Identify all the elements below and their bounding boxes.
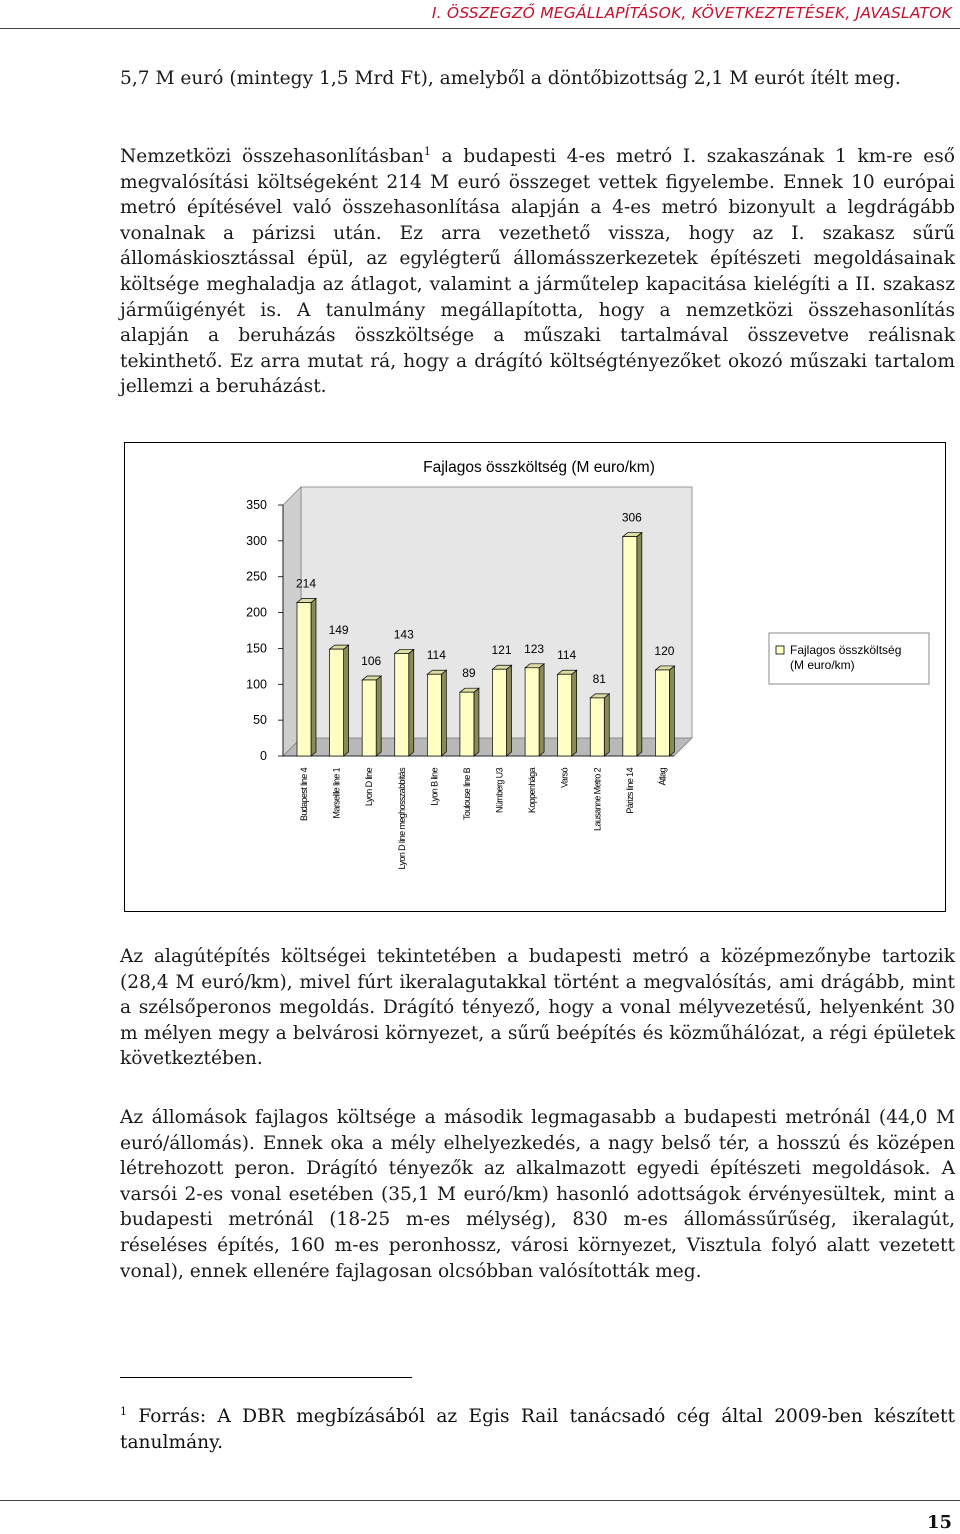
data-label: 143 — [393, 627, 414, 642]
bar-side — [344, 645, 349, 756]
chart-svg — [125, 443, 947, 913]
data-label: 106 — [361, 653, 382, 668]
bar-side — [637, 533, 642, 756]
page-header — [0, 0, 960, 30]
header-rule — [0, 28, 960, 29]
x-category-label: Toulouse line B — [461, 768, 472, 821]
x-category-label: Lyon D line — [364, 768, 375, 807]
bar-side — [474, 688, 479, 756]
footnote-text: Forrás: A DBR megbízásából az Egis Rail tanácsadó cég által 2009-ben készített tanulmány. — [120, 1406, 955, 1453]
bar-side — [311, 599, 316, 756]
page-number: 15 — [926, 1512, 952, 1533]
paragraph-2-after: a budapesti 4-es metró I. szakaszának 1 km-re eső megvalósítási költségeként 214 M euró összeget vettek figyelembe. Ennek 10 európai metró építésével való összehasonlítása alapján a 4-es metró bizonyult a legdrágább vonalnak a párizsi után. Ez arra vezethető vissza, hogy az I. szakasz sűrű állomáskiosztással épül, az egylégterű állomásszerkezetek építészeti megoldásainak költsége meghaladja az átlagot, valamint a járműtelep kapacitása kielégíti a II. szakasz járműigényét is. A tanulmány megállapította, hogy a nemzetközi összehasonlítás alapján a beruházás összköltsége a műszaki tartalmával összevetve reálisnak tekinthető. Ez arra mutat rá, hogy a drágító költségtényezőket okozó műszaki tartalom jellemzi a beruházást. — [120, 146, 955, 398]
x-category-label: Lyon D line meghosszabbítás — [396, 768, 407, 870]
legend-swatch — [776, 646, 784, 654]
bar — [460, 692, 474, 756]
legend-label-line-2: (M euro/km) — [790, 658, 855, 672]
paragraph-4-text: Az állomások fajlagos költsége a második legmagasabb a budapesti metrónál (44,0 M euró/állomás). Ennek oka a mély elhelyezkedés, a nagy belső tér, a hosszú és középen létrehozott peron. Drágító tényezők az alkalmazott egyedi építészeti megoldások. A varsói 2-es vonal esetében (35,1 M euró/km) hasonló adottságok érvényesültek, mint a budapesti metrónál (18-25 m-es mélység), 830 m-es állomássűrűség, ikeralagút, réseléses építés, 160 m-es peronhossz, városi környezet, Visztula folyó alatt vezetett vonal), ennek ellenére fajlagosan olcsóbban valósították meg. — [120, 1107, 955, 1282]
bar-side — [409, 649, 414, 756]
footnote — [120, 1404, 955, 1455]
cost-chart — [124, 442, 946, 912]
footer-rule — [0, 1500, 960, 1501]
bar-side — [441, 670, 446, 756]
data-label: 114 — [557, 648, 577, 663]
bar — [655, 670, 669, 756]
bar — [590, 698, 604, 756]
bar-side — [604, 694, 609, 756]
bar — [297, 603, 311, 756]
paragraph-3 — [120, 944, 955, 1072]
x-category-label: Lausanne Metro 2 — [592, 768, 603, 831]
bar — [525, 668, 539, 756]
x-category-label: Varsó — [559, 768, 570, 788]
bar — [330, 649, 344, 756]
x-category-label: Párizs line 14 — [624, 768, 635, 814]
y-tick-label: 0 — [260, 749, 267, 763]
data-label: 114 — [426, 648, 446, 663]
bar — [395, 653, 409, 756]
footnote-separator — [120, 1377, 412, 1378]
paragraph-1 — [120, 66, 955, 92]
data-label: 149 — [328, 623, 349, 638]
x-category-label: Lyon B line — [429, 768, 440, 806]
bar-side — [572, 670, 577, 756]
data-label: 89 — [462, 666, 476, 681]
y-tick-label: 150 — [246, 641, 267, 656]
bar-side — [669, 666, 674, 756]
y-tick-label: 100 — [246, 677, 267, 692]
paragraph-4 — [120, 1105, 955, 1284]
data-label: 214 — [295, 576, 317, 591]
y-tick-label: 200 — [246, 605, 267, 620]
paragraph-2-before: Nemzetközi összehasonlításban — [120, 146, 424, 167]
paragraph-3-text: Az alagútépítés költségei tekintetében a budapesti metró a középmezőnybe tartozik (28,4 M euró/km), mivel fúrt ikeralagutakkal történt a megvalósítás, ami drágább, mint a szélsőperonos megoldás. Drágító tényező, hogy a vonal mélyvezetésű, helyenként 30 m mélyen megy a belvárosi környezet, a sűrű beépítés és közműhálózat, a régi épületek következtében. — [120, 946, 955, 1070]
x-category-label: Koppenhága — [527, 768, 538, 814]
data-label: 123 — [524, 641, 545, 656]
paragraph-2 — [120, 144, 955, 400]
x-category-label: Átlag — [657, 768, 668, 786]
paragraph-1-text: 5,7 M euró (mintegy 1,5 Mrd Ft), amelyből a döntőbizottság 2,1 M eurót ítélt meg. — [120, 68, 901, 89]
x-category-label: Nürnberg U3 — [494, 768, 505, 813]
y-tick-label: 50 — [253, 713, 267, 728]
y-tick-label: 350 — [246, 498, 267, 512]
data-label: 81 — [592, 671, 606, 686]
footnote-reference[interactable]: 1 — [423, 144, 431, 158]
bar — [558, 674, 572, 756]
data-label: 306 — [621, 510, 642, 525]
chart-title: Fajlagos összköltség (M euro/km) — [423, 459, 655, 476]
legend-label-line-1: Fajlagos összköltség — [790, 643, 902, 657]
bar — [427, 674, 441, 756]
bar-side — [507, 665, 512, 756]
paragraph-2-text — [120, 144, 955, 400]
section-title: I. ÖSSZEGZŐ MEGÁLLAPÍTÁSOK, KÖVETKEZTETÉSEK, JAVASLATOK — [431, 4, 952, 22]
bar — [623, 537, 637, 756]
bar — [493, 669, 507, 756]
bar — [362, 680, 376, 756]
footnote-number: 1 — [120, 1404, 127, 1418]
x-category-label: Marseille line 1 — [331, 768, 342, 819]
bar-side — [376, 676, 381, 756]
y-tick-label: 250 — [246, 569, 267, 584]
data-label: 121 — [491, 643, 512, 658]
y-tick-label: 300 — [246, 533, 267, 548]
x-category-label: Budapest line 4 — [299, 768, 309, 822]
data-label: 120 — [654, 643, 675, 658]
bar-side — [539, 664, 544, 756]
